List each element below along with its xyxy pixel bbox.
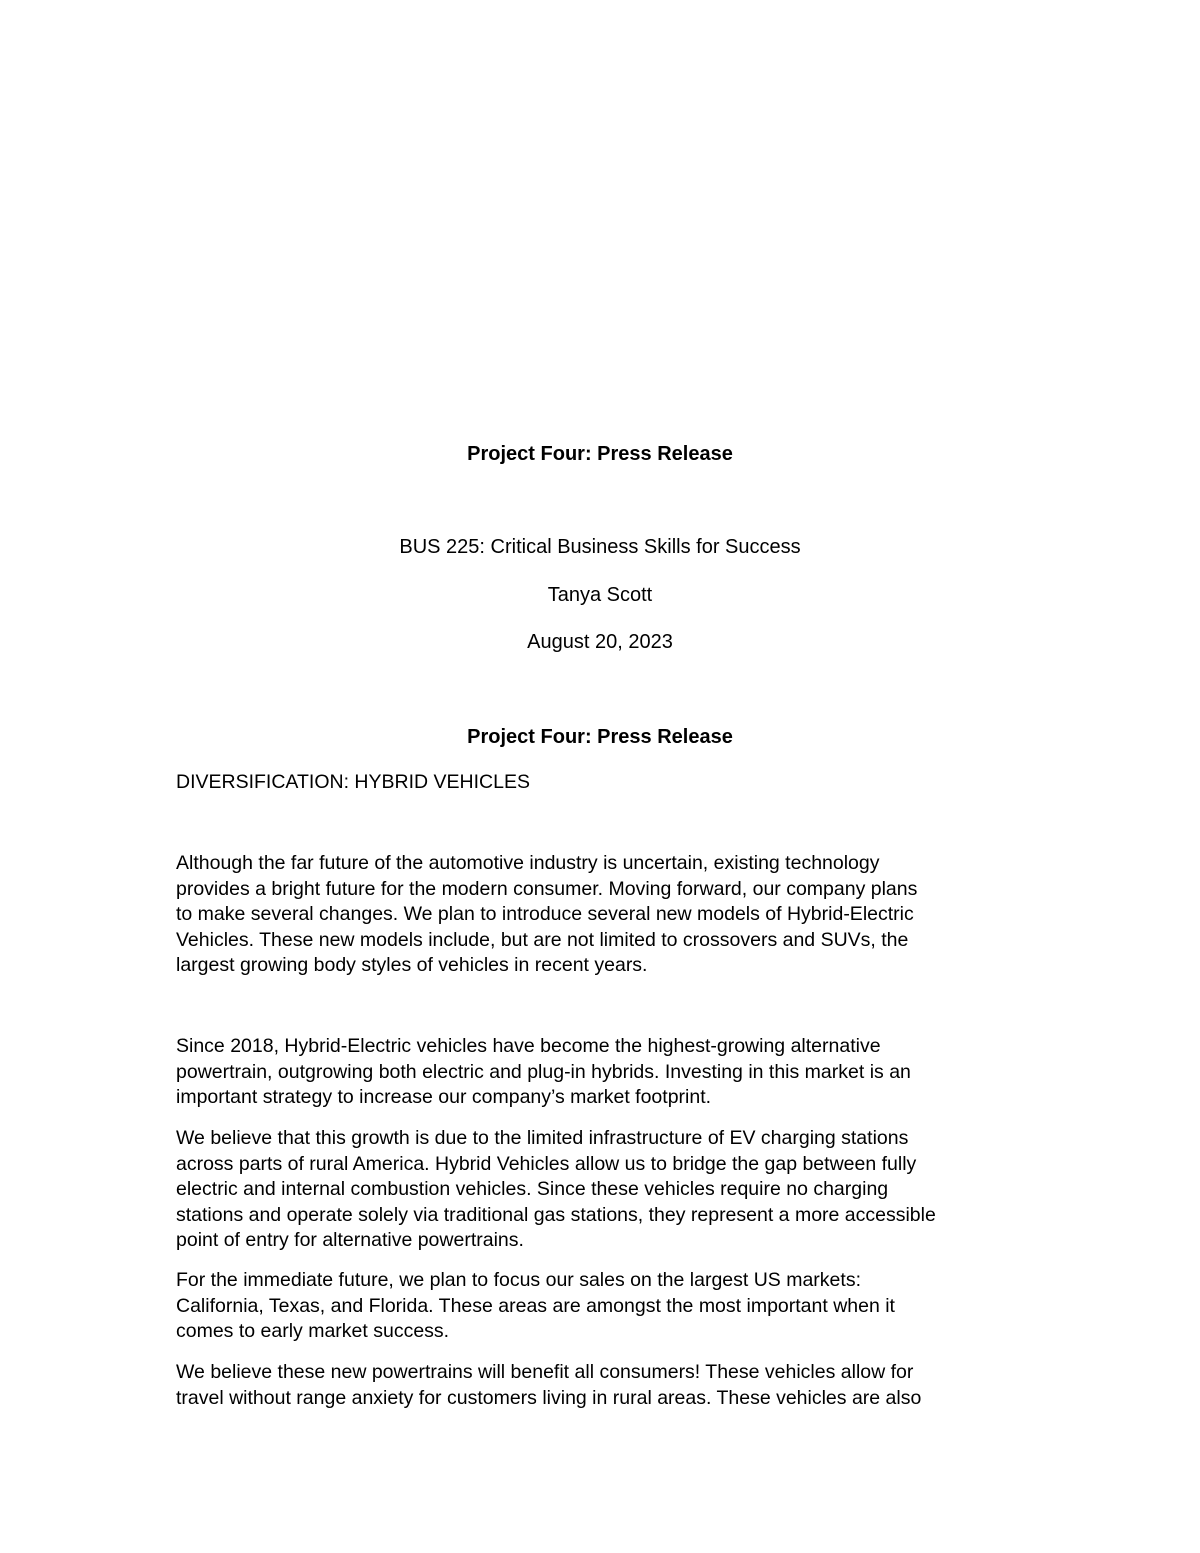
paragraph-line: stations and operate solely via traditional gas stations, they represent a more accessible: [176, 1203, 936, 1226]
subheading-text: DIVERSIFICATION: HYBRID VEHICLES: [176, 771, 530, 793]
paragraph-line: For the immediate future, we plan to focus our sales on the largest US markets:: [176, 1269, 861, 1291]
body-heading: Project Four: Press Release: [467, 726, 733, 748]
paragraph-5: [176, 1360, 1026, 1411]
paragraph-line: point of entry for alternative powertrains.: [176, 1229, 524, 1251]
paragraph-line: Since 2018, Hybrid-Electric vehicles have become the highest-growing alternative: [176, 1035, 881, 1057]
paragraph-line: electric and internal combustion vehicles. Since these vehicles require no charging: [176, 1178, 889, 1200]
paragraph-line: across parts of rural America. Hybrid Vehicles allow us to bridge the gap between fully: [176, 1152, 917, 1175]
course-name: BUS 225: Critical Business Skills for Success: [399, 536, 801, 558]
paragraph-line: California, Texas, and Florida. These areas are amongst the most important when it: [176, 1294, 895, 1317]
paragraph-line: Although the far future of the automotive industry is uncertain, existing technology: [176, 852, 880, 874]
paragraph-3: [176, 1126, 1026, 1254]
paragraph-4: [176, 1268, 1026, 1345]
paragraph-line: We believe that this growth is due to the limited infrastructure of EV charging stations: [176, 1127, 909, 1149]
paragraph-line: important strategy to increase our company’s market footprint.: [176, 1086, 712, 1108]
paragraph-line: largest growing body styles of vehicles in recent years.: [176, 954, 648, 976]
paragraph-line: powertrain, outgrowing both electric and plug-in hybrids. Investing in this market is an: [176, 1060, 911, 1083]
section-subheading: [176, 770, 1026, 796]
submission-date: August 20, 2023: [527, 631, 673, 653]
paragraph-line: to make several changes. We plan to introduce several new models of Hybrid-Electric: [176, 903, 914, 925]
author-name: Tanya Scott: [547, 584, 653, 606]
paragraph-line: comes to early market success.: [176, 1320, 450, 1342]
title-page-title: Project Four: Press Release: [467, 443, 733, 465]
paragraph-line: provides a bright future for the modern consumer. Moving forward, our company plans: [176, 877, 918, 900]
paragraph-line: We believe these new powertrains will benefit all consumers! These vehicles allow for: [176, 1361, 914, 1383]
paragraph-2: [176, 1034, 1026, 1111]
paragraph-line: travel without range anxiety for customers living in rural areas. These vehicles are also: [176, 1386, 922, 1409]
paragraph-1: [176, 851, 1026, 979]
paragraph-line: Vehicles. These new models include, but are not limited to crossovers and SUVs, the: [176, 928, 909, 951]
